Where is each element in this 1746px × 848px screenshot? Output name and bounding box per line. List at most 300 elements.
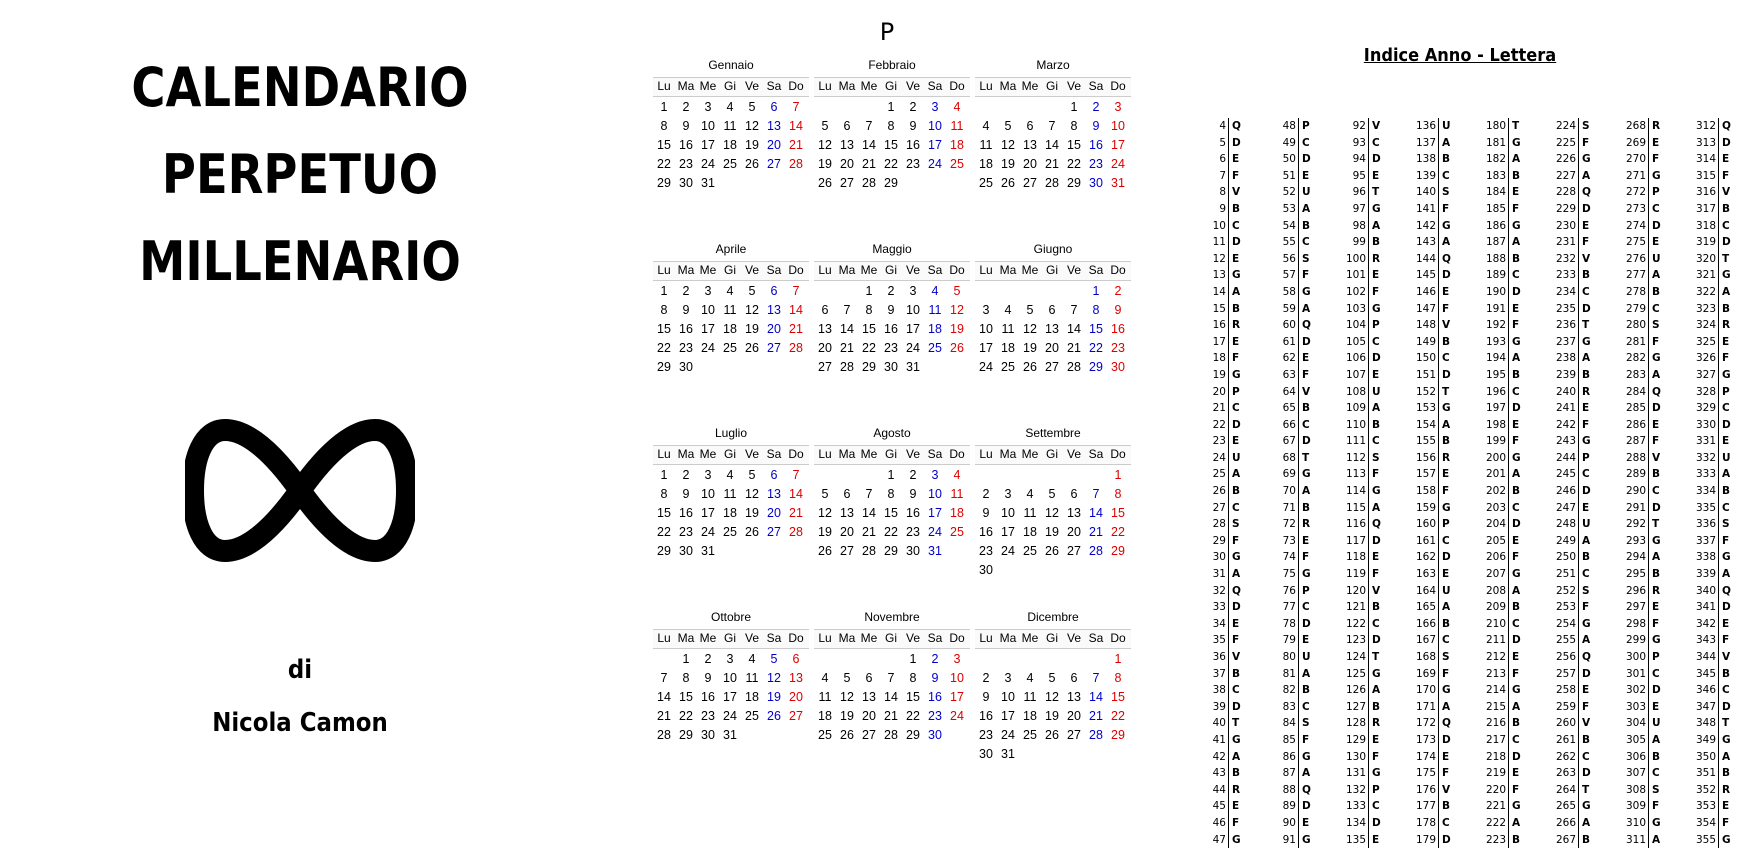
index-row: [1330, 549, 1394, 566]
index-separator: [1718, 450, 1719, 467]
index-year: 240: [1555, 385, 1576, 398]
weekday-label: Do: [1110, 447, 1126, 461]
index-year: 5: [1219, 136, 1226, 149]
day-cell: 24: [906, 341, 920, 355]
day-cell: 24: [928, 525, 942, 539]
index-letter: E: [1232, 617, 1240, 630]
index-separator: [1648, 234, 1649, 251]
index-row: [1680, 433, 1744, 450]
day-cell: 24: [979, 360, 993, 374]
index-letter: B: [1442, 800, 1451, 813]
index-year: 232: [1555, 252, 1576, 265]
index-separator: [1648, 350, 1649, 367]
index-separator: [1438, 267, 1439, 284]
day-cell: 6: [843, 487, 851, 501]
weekday-label: Do: [949, 447, 965, 461]
day-cell: 18: [723, 138, 737, 152]
index-separator: [1508, 566, 1509, 583]
index-year: 58: [1282, 285, 1296, 298]
weekday-label: Do: [949, 631, 965, 645]
index-letter: B: [1512, 252, 1521, 265]
index-row: [1190, 466, 1254, 483]
index-year: 291: [1625, 501, 1646, 514]
day-cell: 4: [953, 100, 961, 114]
day-cell: 23: [906, 525, 920, 539]
day-cell: 11: [1023, 690, 1037, 704]
day-cell: 25: [950, 157, 964, 171]
index-year: 95: [1352, 169, 1366, 182]
index-year: 203: [1485, 501, 1506, 514]
day-cell: 15: [906, 690, 920, 704]
day-cell: 19: [745, 506, 759, 520]
day-cell: 17: [979, 341, 993, 355]
index-year: 309: [1625, 800, 1646, 813]
index-separator: [1228, 400, 1229, 417]
index-separator: [1578, 699, 1579, 716]
index-separator: [1438, 135, 1439, 152]
cover-title-line-2: PERPETUO: [161, 143, 439, 206]
index-separator: [1578, 466, 1579, 483]
index-row: [1680, 267, 1744, 284]
index-letter: F: [1722, 169, 1730, 182]
index-separator: [1648, 367, 1649, 384]
index-year: 124: [1345, 651, 1366, 663]
index-year: 46: [1212, 816, 1226, 829]
index-row: [1680, 151, 1744, 168]
index-separator: [1508, 765, 1509, 782]
index-separator: [1508, 516, 1509, 533]
index-year: 308: [1625, 783, 1646, 796]
weekday-label: Ma: [838, 79, 856, 93]
index-row: [1330, 168, 1394, 185]
index-row: [1190, 616, 1254, 633]
index-separator: [1228, 384, 1229, 401]
index-row: [1400, 234, 1464, 251]
index-separator: [1508, 649, 1509, 666]
index-separator: [1298, 466, 1299, 483]
index-year: 265: [1555, 800, 1576, 813]
index-year: 14: [1212, 285, 1226, 298]
index-letter: T: [1582, 783, 1590, 796]
index-year: 115: [1345, 501, 1366, 514]
day-cell: 3: [704, 100, 712, 114]
index-letter: Q: [1302, 783, 1311, 796]
day-cell: 17: [701, 506, 715, 520]
day-cell: 27: [767, 525, 781, 539]
index-row: [1400, 699, 1464, 716]
index-separator: [1508, 450, 1509, 467]
index-separator: [1298, 151, 1299, 168]
day-cell: 26: [1001, 176, 1015, 190]
index-year: 216: [1485, 717, 1506, 730]
day-cell: 26: [767, 709, 781, 723]
index-year: 50: [1282, 153, 1296, 166]
day-cell: 17: [928, 138, 942, 152]
index-row: [1540, 301, 1604, 318]
day-cell: 17: [950, 690, 964, 704]
weekday-label: Ma: [999, 79, 1017, 93]
weekday-header: [814, 77, 970, 97]
index-row: [1540, 649, 1604, 666]
index-year: 289: [1625, 468, 1646, 481]
index-year: 305: [1625, 733, 1646, 746]
day-cell: 6: [1070, 487, 1078, 501]
day-cell: 25: [818, 728, 832, 742]
index-letter: G: [1302, 285, 1311, 298]
index-row: [1540, 367, 1604, 384]
index-year: 231: [1555, 236, 1576, 249]
index-separator: [1438, 334, 1439, 351]
index-letter: F: [1232, 634, 1240, 647]
index-row: [1540, 433, 1604, 450]
index-year: 330: [1695, 418, 1716, 431]
index-year: 276: [1625, 252, 1646, 265]
index-year: 154: [1415, 418, 1436, 431]
index-row: [1190, 682, 1254, 699]
index-letter: B: [1302, 219, 1311, 232]
index-year: 91: [1282, 833, 1296, 846]
index-letter: A: [1442, 236, 1451, 249]
index-letter: G: [1372, 767, 1381, 780]
index-year: 149: [1415, 335, 1436, 348]
day-cell: 1: [909, 652, 917, 666]
index-year: 150: [1415, 352, 1436, 365]
index-letter: C: [1232, 402, 1240, 415]
weekday-label: Do: [1110, 631, 1126, 645]
day-cell: 17: [701, 138, 715, 152]
day-cell: 18: [950, 138, 964, 152]
index-year: 77: [1282, 601, 1296, 614]
index-row: [1400, 732, 1464, 749]
index-year: 80: [1282, 651, 1296, 663]
index-separator: [1648, 417, 1649, 434]
index-year: 11: [1212, 236, 1226, 249]
day-cell: 15: [679, 690, 693, 704]
index-letter: G: [1652, 534, 1661, 547]
index-separator: [1718, 367, 1719, 384]
index-separator: [1368, 384, 1369, 401]
index-year: 146: [1415, 285, 1436, 298]
index-letter: A: [1442, 700, 1451, 713]
index-separator: [1438, 500, 1439, 517]
index-year: 314: [1695, 153, 1716, 166]
index-row: [1260, 367, 1324, 384]
day-cell: 19: [745, 138, 759, 152]
day-cell: 29: [884, 176, 898, 190]
day-cell: 19: [818, 157, 832, 171]
index-letter: A: [1302, 202, 1311, 215]
index-letter: E: [1442, 750, 1450, 763]
index-year: 233: [1555, 269, 1576, 282]
index-separator: [1228, 682, 1229, 699]
index-letter: D: [1232, 136, 1241, 149]
day-cell: 29: [657, 176, 671, 190]
index-separator: [1228, 151, 1229, 168]
index-separator: [1648, 649, 1649, 666]
day-cell: 18: [950, 506, 964, 520]
index-row: [1400, 367, 1464, 384]
weekday-label: Ve: [905, 79, 920, 93]
index-letter: G: [1442, 684, 1451, 697]
index-year: 165: [1415, 601, 1436, 614]
index-letter: P: [1372, 783, 1380, 796]
day-cell: 26: [745, 157, 759, 171]
day-cell: 15: [657, 322, 671, 336]
index-row: [1540, 699, 1604, 716]
index-row: [1540, 583, 1604, 600]
index-letter: C: [1302, 700, 1310, 713]
index-year: 17: [1212, 335, 1226, 348]
index-year: 38: [1212, 684, 1226, 697]
index-year: 4: [1219, 120, 1226, 132]
index-separator: [1718, 500, 1719, 517]
index-year: 57: [1282, 269, 1296, 282]
weekday-label: Sa: [766, 79, 782, 93]
day-cell: 5: [1048, 487, 1056, 501]
day-cell: 13: [767, 119, 781, 133]
index-separator: [1578, 417, 1579, 434]
index-row: [1330, 218, 1394, 235]
weekday-label: Ve: [744, 263, 759, 277]
day-cell: 17: [928, 506, 942, 520]
index-row: [1400, 483, 1464, 500]
weekday-label: Gi: [1046, 447, 1058, 461]
index-year: 201: [1485, 468, 1506, 481]
index-separator: [1578, 267, 1579, 284]
index-year: 166: [1415, 617, 1436, 630]
index-row: [1190, 483, 1254, 500]
day-cell: 24: [701, 525, 715, 539]
day-cell: 13: [1067, 690, 1081, 704]
index-row: [1190, 516, 1254, 533]
index-separator: [1368, 433, 1369, 450]
index-year: 118: [1345, 551, 1366, 564]
index-separator: [1508, 218, 1509, 235]
index-separator: [1648, 483, 1649, 500]
index-row: [1330, 533, 1394, 550]
day-cell: 21: [789, 506, 803, 520]
index-year: 24: [1212, 451, 1226, 464]
index-letter: A: [1722, 568, 1731, 581]
month-name: Maggio: [872, 242, 912, 256]
index-row: [1680, 765, 1744, 782]
day-cell: 9: [682, 487, 690, 501]
index-letter: E: [1582, 501, 1590, 514]
day-cell: 7: [1092, 487, 1100, 501]
day-cell: 11: [950, 487, 964, 501]
index-row: [1470, 549, 1534, 566]
index-separator: [1368, 599, 1369, 616]
day-cell: 24: [701, 341, 715, 355]
index-year: 161: [1415, 534, 1436, 547]
index-row: [1330, 417, 1394, 434]
day-cell: 1: [887, 100, 895, 114]
index-year: 107: [1345, 368, 1366, 381]
day-cell: 10: [701, 119, 715, 133]
index-separator: [1718, 616, 1719, 633]
index-letter: E: [1722, 617, 1730, 630]
day-cell: 10: [1001, 690, 1015, 704]
weekday-label: Ve: [744, 79, 759, 93]
index-letter: G: [1232, 269, 1241, 282]
index-row: [1400, 715, 1464, 732]
index-letter: A: [1512, 816, 1521, 829]
month-maggio: [814, 242, 970, 392]
index-separator: [1228, 666, 1229, 683]
index-letter: B: [1232, 302, 1241, 315]
index-row: [1260, 118, 1324, 135]
index-row: [1610, 184, 1674, 201]
day-cell: 16: [928, 690, 942, 704]
weekday-header: [653, 445, 809, 465]
index-letter: V: [1372, 584, 1381, 597]
index-letter: B: [1302, 402, 1311, 415]
index-letter: D: [1302, 153, 1311, 166]
index-letter: E: [1372, 551, 1380, 564]
index-letter: E: [1302, 352, 1310, 365]
index-separator: [1718, 583, 1719, 600]
day-cell: 25: [928, 341, 942, 355]
index-row: [1540, 715, 1604, 732]
index-separator: [1368, 765, 1369, 782]
day-cell: 24: [1111, 157, 1125, 171]
day-cell: 27: [1045, 360, 1059, 374]
index-row: [1190, 798, 1254, 815]
index-row: [1190, 433, 1254, 450]
month-name: Agosto: [873, 426, 911, 440]
index-year: 254: [1555, 617, 1576, 630]
index-year: 13: [1212, 269, 1226, 282]
index-row: [1470, 500, 1534, 517]
index-row: [1400, 832, 1464, 848]
index-year: 52: [1282, 186, 1296, 199]
index-letter: B: [1652, 750, 1661, 763]
index-year: 62: [1282, 352, 1296, 365]
index-row: [1330, 765, 1394, 782]
index-separator: [1438, 367, 1439, 384]
index-row: [1400, 533, 1464, 550]
weekday-label: Do: [1110, 263, 1126, 277]
index-separator: [1438, 533, 1439, 550]
index-separator: [1578, 251, 1579, 268]
index-row: [1330, 649, 1394, 666]
index-separator: [1718, 483, 1719, 500]
index-separator: [1228, 317, 1229, 334]
index-year: 36: [1212, 651, 1226, 663]
weekday-header: [814, 261, 970, 281]
day-cell: 26: [745, 525, 759, 539]
index-year: 307: [1625, 767, 1646, 780]
index-year: 97: [1352, 202, 1366, 215]
index-letter: B: [1722, 302, 1731, 315]
index-letter: D: [1652, 402, 1661, 415]
index-separator: [1228, 583, 1229, 600]
index-letter: G: [1232, 551, 1241, 564]
index-letter: B: [1722, 667, 1731, 680]
index-separator: [1578, 749, 1579, 766]
day-cell: 6: [1048, 303, 1056, 317]
index-letter: C: [1722, 684, 1730, 697]
index-separator: [1718, 201, 1719, 218]
index-separator: [1508, 267, 1509, 284]
index-year: 300: [1625, 651, 1646, 663]
day-cell: 29: [1089, 360, 1103, 374]
index-separator: [1438, 234, 1439, 251]
index-letter: F: [1722, 816, 1730, 829]
index-year: 26: [1212, 485, 1226, 498]
index-row: [1610, 384, 1674, 401]
index-letter: V: [1582, 717, 1591, 730]
index-separator: [1718, 599, 1719, 616]
day-cell: 24: [723, 709, 737, 723]
weekday-label: Ma: [677, 447, 695, 461]
index-row: [1470, 732, 1534, 749]
index-row: [1400, 583, 1464, 600]
day-cell: 13: [840, 506, 854, 520]
day-cell: 12: [1045, 690, 1059, 704]
day-cell: 10: [723, 671, 737, 685]
cover-title-line-3: MILLENARIO: [139, 230, 461, 293]
index-letter: C: [1372, 335, 1380, 348]
index-row: [1400, 632, 1464, 649]
index-letter: A: [1652, 833, 1661, 846]
index-separator: [1508, 284, 1509, 301]
day-cell: 25: [1023, 728, 1037, 742]
index-year: 273: [1625, 202, 1646, 215]
index-row: [1470, 533, 1534, 550]
index-year: 20: [1212, 385, 1226, 398]
index-letter: E: [1442, 285, 1450, 298]
index-row: [1540, 782, 1604, 799]
index-separator: [1368, 549, 1369, 566]
index-row: [1400, 334, 1464, 351]
index-letter: D: [1582, 667, 1591, 680]
index-row: [1260, 832, 1324, 848]
index-year: 202: [1485, 485, 1506, 498]
index-row: [1190, 632, 1254, 649]
index-separator: [1298, 317, 1299, 334]
index-separator: [1648, 118, 1649, 135]
weekday-label: Sa: [766, 631, 782, 645]
index-year: 242: [1555, 418, 1576, 431]
day-cell: 7: [843, 303, 851, 317]
index-letter: U: [1722, 451, 1731, 464]
day-cell: 29: [1111, 544, 1125, 558]
day-cell: 20: [1023, 157, 1037, 171]
day-cell: 9: [982, 506, 990, 520]
index-row: [1680, 450, 1744, 467]
index-separator: [1718, 417, 1719, 434]
index-separator: [1578, 832, 1579, 848]
day-cell: 15: [1067, 138, 1081, 152]
index-separator: [1508, 682, 1509, 699]
index-year: 210: [1485, 617, 1506, 630]
index-letter: G: [1582, 800, 1591, 813]
index-separator: [1228, 284, 1229, 301]
index-separator: [1438, 798, 1439, 815]
weekday-label: Do: [788, 631, 804, 645]
index-letter: D: [1372, 816, 1381, 829]
day-cell: 5: [821, 119, 829, 133]
index-year: 258: [1555, 684, 1576, 697]
day-cell: 9: [1114, 303, 1122, 317]
day-cell: 31: [928, 544, 942, 558]
index-letter: P: [1302, 584, 1310, 597]
index-row: [1610, 466, 1674, 483]
index-year: 275: [1625, 236, 1646, 249]
day-cell: 12: [1045, 506, 1059, 520]
index-row: [1190, 749, 1254, 766]
